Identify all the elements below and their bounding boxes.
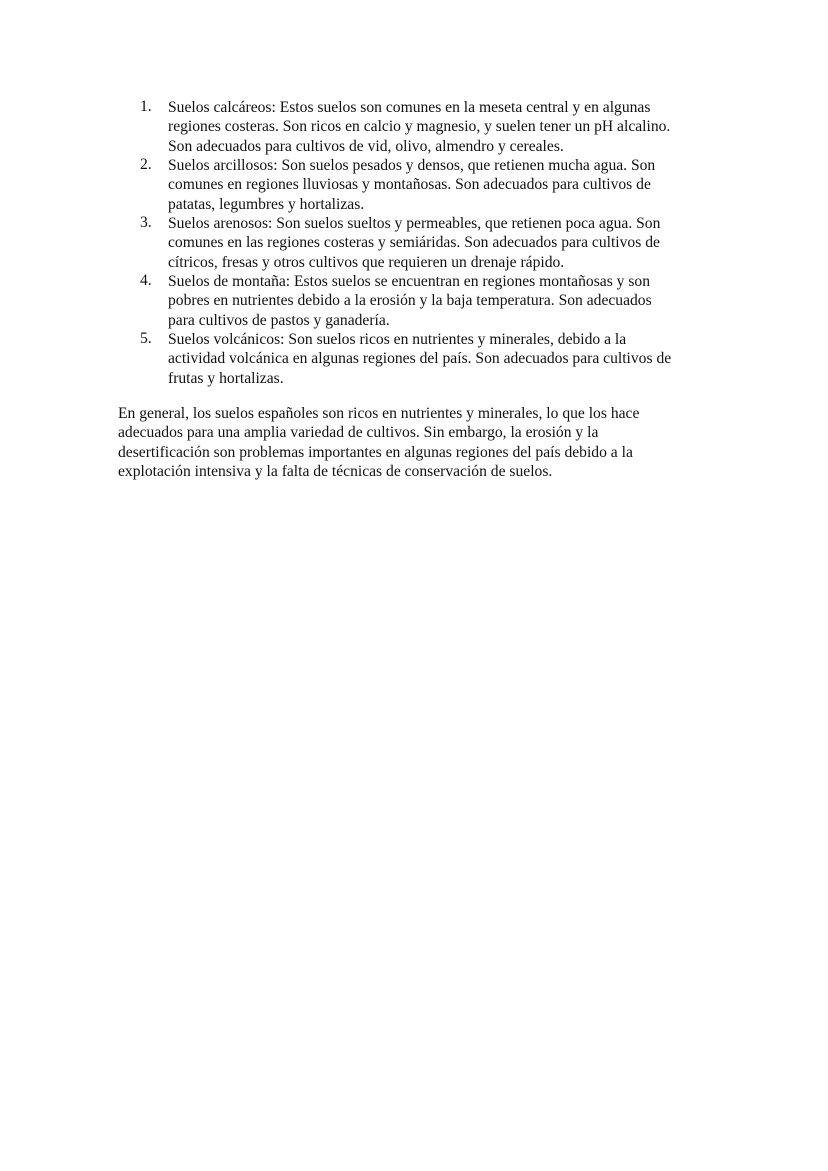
conclusion-paragraph bbox=[118, 404, 738, 481]
list-item-sandy bbox=[140, 214, 740, 272]
paragraph-line: desertificación son problemas importantes en algunas regiones del país debido a la bbox=[118, 443, 633, 461]
list-item-text: Son adecuados para cultivos de vid, olivo, almendro y cereales. bbox=[168, 137, 564, 155]
list-item-text: Suelos arenosos: Son suelos sueltos y permeables, que retienen poca agua. Son bbox=[168, 215, 661, 233]
list-item-clay bbox=[140, 156, 740, 214]
list-item-text: comunes en las regiones costeras y semiáridas. Son adecuados para cultivos de bbox=[168, 234, 660, 252]
list-number: 4. bbox=[140, 272, 152, 290]
list-number: 5. bbox=[140, 330, 152, 348]
list-item-calcareous bbox=[140, 98, 740, 156]
list-item-text: actividad volcánica en algunas regiones del país. Son adecuados para cultivos de bbox=[168, 350, 672, 368]
paragraph-line: En general, los suelos españoles son ricos en nutrientes y minerales, lo que los hace bbox=[118, 405, 640, 422]
list-item-text: cítricos, fresas y otros cultivos que requieren un drenaje rápido. bbox=[168, 253, 565, 271]
list-item-text: Suelos calcáreos: Estos suelos son comunes en la meseta central y en algunas bbox=[168, 99, 651, 116]
list-item-text: para cultivos de pastos y ganadería. bbox=[168, 311, 390, 329]
list-number: 2. bbox=[140, 156, 152, 174]
list-item-text: comunes en regiones lluviosas y montañosas. Son adecuados para cultivos de bbox=[168, 176, 651, 194]
list-item-text: Suelos volcánicos: Son suelos ricos en nutrientes y minerales, debido a la bbox=[168, 331, 627, 349]
list-item-mountain bbox=[140, 272, 740, 330]
list-number: 1. bbox=[140, 98, 152, 115]
list-item-text: Suelos de montaña: Estos suelos se encuentran en regiones montañosas y son bbox=[168, 273, 651, 291]
list-item-text: patatas, legumbres y hortalizas. bbox=[168, 195, 365, 213]
list-number: 3. bbox=[140, 214, 152, 232]
list-item-text: pobres en nutrientes debido a la erosión y la baja temperatura. Son adecuados bbox=[168, 292, 652, 310]
list-item-volcanic bbox=[140, 330, 740, 388]
list-item-text: frutas y hortalizas. bbox=[168, 369, 284, 387]
paragraph-line: adecuados para una amplia variedad de cultivos. Sin embargo, la erosión y la bbox=[118, 424, 599, 442]
paragraph-line: explotación intensiva y la falta de técnicas de conservación de suelos. bbox=[118, 463, 553, 481]
list-item-text: regiones costeras. Son ricos en calcio y magnesio, y suelen tener un pH alcalino. bbox=[168, 118, 671, 136]
soil-types-list bbox=[140, 98, 740, 388]
list-item-text: Suelos arcillosos: Son suelos pesados y densos, que retienen mucha agua. Son bbox=[168, 157, 656, 175]
